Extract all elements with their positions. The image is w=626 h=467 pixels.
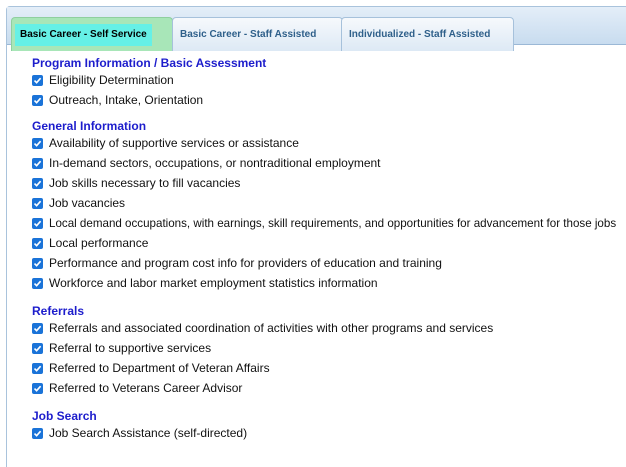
list-item bbox=[32, 318, 626, 338]
checkbox-checked[interactable] bbox=[32, 383, 43, 394]
list-item bbox=[32, 378, 626, 398]
list-item bbox=[32, 253, 626, 273]
list-item bbox=[32, 133, 626, 153]
item-label: Referred to Department of Veteran Affairs bbox=[49, 361, 270, 375]
list-item bbox=[32, 233, 626, 253]
section-referrals bbox=[32, 304, 626, 398]
tab-bar bbox=[7, 7, 626, 45]
item-label: Local demand occupations, with earnings, skill requirements, and opportunities for advancement for those jobs bbox=[49, 216, 617, 230]
item-label: Availability of supportive services or assistance bbox=[49, 136, 299, 150]
tab-basic-career-staff-assisted[interactable] bbox=[172, 17, 343, 51]
checkbox-checked[interactable] bbox=[32, 95, 43, 106]
checkbox-checked[interactable] bbox=[32, 198, 43, 209]
item-label: Local performance bbox=[49, 236, 149, 250]
list-item bbox=[32, 358, 626, 378]
service-checklist bbox=[32, 56, 626, 443]
list-item bbox=[32, 193, 626, 213]
tab-label: Basic Career - Staff Assisted bbox=[180, 29, 317, 40]
section-title: Job Search bbox=[32, 409, 97, 423]
checkbox-checked[interactable] bbox=[32, 158, 43, 169]
section-general-information bbox=[32, 119, 626, 293]
checkbox-checked[interactable] bbox=[32, 428, 43, 439]
item-label: Workforce and labor market employment statistics information bbox=[49, 276, 378, 290]
checkbox-checked[interactable] bbox=[32, 138, 43, 149]
tab-basic-career-self-service[interactable] bbox=[11, 17, 173, 51]
checkbox-checked[interactable] bbox=[32, 75, 43, 86]
checkbox-checked[interactable] bbox=[32, 238, 43, 249]
section-program-information bbox=[32, 56, 626, 110]
list-item bbox=[32, 213, 626, 233]
item-label: Eligibility Determination bbox=[49, 73, 174, 87]
item-label: Job vacancies bbox=[49, 196, 126, 210]
section-title: Program Information / Basic Assessment bbox=[32, 56, 267, 70]
tab-individualized-staff-assisted[interactable] bbox=[341, 17, 514, 51]
tab-label: Basic Career - Self Service bbox=[15, 24, 152, 46]
section-title: Referrals bbox=[32, 304, 85, 318]
item-label: Job skills necessary to fill vacancies bbox=[49, 176, 241, 190]
list-item bbox=[32, 70, 626, 90]
list-item bbox=[32, 153, 626, 173]
checkbox-checked[interactable] bbox=[32, 258, 43, 269]
item-label: Referral to supportive services bbox=[49, 341, 212, 355]
item-label: In-demand sectors, occupations, or nontraditional employment bbox=[49, 156, 381, 170]
tab-label: Individualized - Staff Assisted bbox=[349, 29, 491, 40]
list-item bbox=[32, 90, 626, 110]
section-job-search bbox=[32, 409, 626, 443]
item-label: Referrals and associated coordination of activities with other programs and services bbox=[49, 321, 494, 335]
item-label: Performance and program cost info for providers of education and training bbox=[49, 256, 442, 270]
checkbox-checked[interactable] bbox=[32, 278, 43, 289]
list-item bbox=[32, 173, 626, 193]
checkbox-checked[interactable] bbox=[32, 343, 43, 354]
section-title: General Information bbox=[32, 119, 147, 133]
checkbox-checked[interactable] bbox=[32, 218, 43, 229]
checkbox-checked[interactable] bbox=[32, 323, 43, 334]
item-label: Outreach, Intake, Orientation bbox=[49, 93, 204, 107]
item-label: Job Search Assistance (self-directed) bbox=[49, 426, 248, 440]
item-label: Referred to Veterans Career Advisor bbox=[49, 381, 243, 395]
checkbox-checked[interactable] bbox=[32, 178, 43, 189]
list-item bbox=[32, 338, 626, 358]
list-item bbox=[32, 423, 626, 443]
list-item bbox=[32, 273, 626, 293]
checkbox-checked[interactable] bbox=[32, 363, 43, 374]
